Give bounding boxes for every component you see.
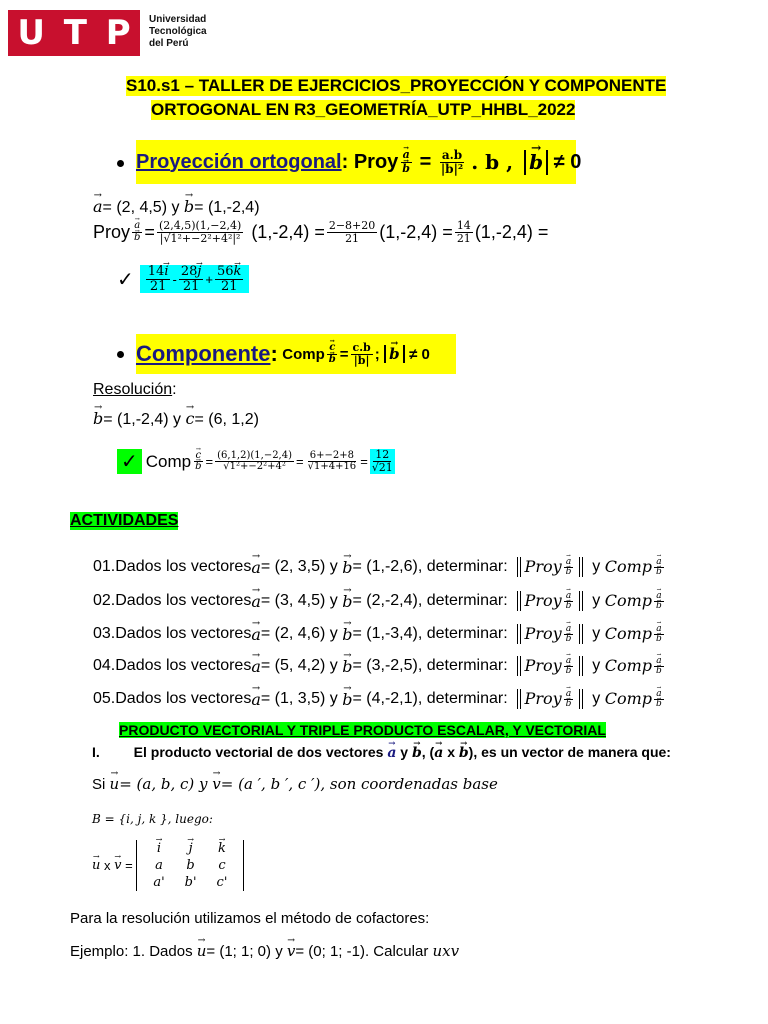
- item-b: = (4,-2,1), determinar:: [352, 690, 508, 708]
- step-num: (2,4,5)(1,−2,4): [158, 219, 242, 232]
- actividades-heading: ACTIVIDADES: [70, 512, 179, 529]
- det-cell: c: [218, 858, 226, 873]
- producto-section-i: I. El producto vectorial de dos vectores → a y → b, (→ a x → b), es un vector de manera que:: [92, 744, 671, 761]
- item-y: y: [592, 558, 601, 576]
- item-y: y: [592, 625, 601, 643]
- section-rest: ), es un vector de manera que:: [468, 744, 671, 760]
- logo-line-1: Universidad: [149, 14, 207, 25]
- item-a: = (2, 4,6) y: [260, 625, 338, 643]
- item-proy: Proy → a → b: [517, 557, 584, 577]
- determinant-matrix: [136, 840, 244, 891]
- actividad-item: 02. Dados los vectores → a = (3, 4,5) y → b = (2,-2,4), determinar: Proy → a → b y Comp → a → b: [93, 591, 666, 611]
- utp-logo: [8, 10, 140, 56]
- item-b: = (1,-2,6), determinar:: [352, 558, 508, 576]
- logo-line-3: del Perú: [149, 38, 189, 49]
- step-den: |√1²+−2²+4²|²: [159, 231, 241, 245]
- ejemplo-v: = (0; 1; -1). Calcular: [295, 943, 433, 960]
- ejemplo-end: uxv: [432, 942, 460, 960]
- producto-si-line: Si → u= (a, b, c) y → v= (a ′, b ′, c ′), son coordenadas base: [92, 775, 498, 793]
- section-x: x: [447, 744, 455, 760]
- sub-b: → b: [402, 163, 410, 175]
- proyeccion-label: Proyección ortogonal: [136, 150, 342, 173]
- given-c: = (6, 1,2): [194, 411, 259, 428]
- u-eq: = (a, b, c) y: [119, 775, 213, 793]
- step-num-3: 14: [456, 219, 471, 232]
- proy-frac-num: a.b: [441, 147, 463, 162]
- comp-condition: ≠ 0: [409, 345, 430, 363]
- item-number: 02.: [93, 592, 116, 610]
- page-title-line-1: S10.s1 – TALLER DE EJERCICIOS_PROYECCIÓN Y COMPONENTE: [126, 76, 667, 95]
- item-a: = (3, 4,5) y: [260, 592, 338, 610]
- proy-word: Proy: [353, 150, 399, 173]
- item-text: Dados los vectores: [115, 690, 252, 708]
- bullet-icon: [117, 160, 124, 167]
- item-number: 05.: [93, 690, 116, 708]
- actividad-item: 04. Dados los vectores → a = (5, 4,2) y → b = (3,-2,5), determinar: Proy → a → b y Comp → a → b: [93, 656, 666, 676]
- logo-letter-u: U: [17, 13, 45, 53]
- section-paren: , (: [421, 744, 435, 760]
- step-den-2: 21: [345, 231, 360, 245]
- resolucion-label: [93, 381, 177, 399]
- item-proy: Proy → a → b: [517, 591, 584, 611]
- resolucion-text: Resolución: [93, 381, 173, 398]
- proyeccion-colon: :: [341, 150, 349, 173]
- actividad-item: 01. Dados los vectores → a = (2, 3,5) y → b = (1,-2,6), determinar: Proy → a → b y Comp → a → b: [93, 557, 666, 577]
- item-comp: Comp → a → b: [605, 689, 666, 709]
- comp-sep: ;: [374, 345, 380, 363]
- step-den-3: 21: [456, 231, 471, 245]
- item-a: = (5, 4,2) y: [260, 657, 338, 675]
- componente-colon: :: [270, 341, 278, 366]
- section-text: El producto vectorial de dos vectores: [133, 744, 384, 760]
- item-comp: Comp → a → b: [605, 591, 666, 611]
- actividad-item: 03. Dados los vectores → a = (2, 4,6) y → b = (1,-3,4), determinar: Proy → a → b y Comp → a → b: [93, 624, 666, 644]
- det-cell: → i: [143, 840, 174, 857]
- given-a: = (2, 4,5) y: [102, 199, 184, 216]
- proyeccion-formula: [136, 140, 582, 184]
- dot-b: . b ,: [471, 150, 514, 174]
- given-vectors-bc: → b= (1,-2,4) y → c= (6, 1,2): [93, 409, 259, 429]
- logo-university-name: [149, 14, 207, 50]
- det-cell: → j: [175, 840, 207, 857]
- det-cell: c': [216, 875, 228, 890]
- det-cell: a: [155, 858, 163, 873]
- item-a: = (1, 3,5) y: [260, 690, 338, 708]
- item-text: Dados los vectores: [115, 657, 252, 675]
- item-b: = (3,-2,5), determinar:: [352, 657, 508, 675]
- item-comp: Comp → a → b: [605, 656, 666, 676]
- ejemplo-text: Ejemplo: 1. Dados: [70, 943, 197, 960]
- item-text: Dados los vectores: [115, 558, 252, 576]
- step-num-2: 2−8+20: [328, 219, 376, 232]
- item-text: Dados los vectores: [115, 592, 252, 610]
- ejemplo-u: = (1; 1; 0) y: [206, 943, 287, 960]
- given-vectors-ab: → a= (2, 4,5) y → b= (1,-2,4): [93, 197, 260, 217]
- uxv-x: x: [104, 858, 111, 873]
- producto-heading: PRODUCTO VECTORIAL Y TRIPLE PRODUCTO ESCALAR, Y VECTORIAL: [119, 722, 606, 738]
- item-comp: Comp → a → b: [605, 624, 666, 644]
- step-tail-3: (1,-2,4) =: [474, 221, 549, 242]
- item-b: = (2,-2,4), determinar:: [352, 592, 508, 610]
- producto-base: B = {i, j, k }, luego:: [92, 812, 213, 826]
- proy-frac-den: |b|²: [440, 161, 464, 176]
- det-cell: → k: [207, 840, 238, 857]
- step-proy: Proy: [93, 221, 131, 242]
- item-proy: Proy → a → b: [517, 689, 584, 709]
- item-number: 04.: [93, 657, 116, 675]
- ejemplo-line: Ejemplo: 1. Dados → u= (1; 1; 0) y → v= (0; 1; -1). Calcular uxv: [70, 942, 459, 960]
- comp-eq: =: [339, 345, 349, 363]
- actividad-item: 05. Dados los vectores → a = (1, 3,5) y → b = (4,-2,1), determinar: Proy → a → b y Comp → a → b: [93, 689, 666, 709]
- item-a: = (2, 3,5) y: [260, 558, 338, 576]
- det-cell: b: [186, 858, 195, 873]
- bullet-icon: [117, 351, 124, 358]
- producto-determinant: → u x → v = → i → j → k a b c a' b' c': [92, 840, 244, 891]
- item-y: y: [592, 657, 601, 675]
- check-icon: ✓: [117, 449, 142, 474]
- si-text: Si: [92, 776, 110, 793]
- proy-answer-box: $\frac{14\to i}{21}$ - $\frac{28\to j}{21}$ + $\frac{56\to k}{21}$: [140, 265, 250, 293]
- det-cell: b': [184, 875, 197, 890]
- logo-letter-p: P: [105, 13, 131, 53]
- item-proy: Proy → a → b: [517, 656, 584, 676]
- proy-steps: Proy → a → b = $\frac{(2,4,5)(1,-2,4)}{\text{|√1²+−2²+4²|²}}$ (1,-2,4) = $\frac{2-8+20}{21}$ (1,-2,4) = $\frac{14}{21}$ (1,-2,4) =: [93, 220, 548, 244]
- item-b: = (1,-3,4), determinar:: [352, 625, 508, 643]
- logo-line-2: Tecnológica: [149, 26, 207, 37]
- det-cell: a': [153, 875, 165, 890]
- resolucion-colon: :: [172, 381, 177, 398]
- proy-subscript: [400, 149, 412, 175]
- step-comp: Comp: [145, 451, 192, 471]
- proy-answer: [117, 265, 249, 293]
- item-number: 03.: [93, 625, 116, 643]
- step-tail-1: (1,-2,4) =: [251, 221, 325, 242]
- comp-word: Comp: [282, 345, 325, 363]
- cofactores-text: Para la resolución utilizamos el método de cofactores:: [70, 910, 430, 927]
- item-text: Dados los vectores: [115, 625, 252, 643]
- check-icon: ✓: [117, 268, 134, 291]
- sub-a: → a: [403, 149, 410, 161]
- item-y: y: [592, 690, 601, 708]
- page-title-line-2: ORTOGONAL EN R3_GEOMETRÍA_UTP_HHBL_2022: [151, 100, 576, 119]
- v-eq: = (a ′, b ′, c ′), son coordenadas base: [220, 775, 498, 793]
- section-y: y: [400, 744, 409, 760]
- item-proy: Proy → a → b: [517, 624, 584, 644]
- given-b2: = (1,-2,4) y: [103, 411, 186, 428]
- item-y: y: [592, 592, 601, 610]
- comp-steps: ✓ Comp → c → b = $\frac{(6,1,2)(1,-2,4)}{\text{√1²+−2²+4²}}$ = $\frac{6+-2+8}{√1+4+16}$ = $\frac{12}{√21}$: [117, 449, 397, 474]
- componente-formula: Componente : Comp → c → b = $\frac{c.b}{|b|}$ ; → b ≠ 0: [136, 334, 456, 374]
- eq-sign: =: [419, 150, 432, 173]
- step-tail-2: (1,-2,4) =: [379, 221, 453, 242]
- item-comp: Comp → a → b: [605, 557, 666, 577]
- proy-fraction: [439, 149, 465, 175]
- proy-condition: ≠ 0: [553, 150, 582, 173]
- norm-b: → b: [529, 150, 543, 174]
- componente-label: Componente: [136, 341, 271, 366]
- section-number: I.: [92, 744, 100, 760]
- item-number: 01.: [93, 558, 116, 576]
- logo-letter-t: T: [63, 13, 87, 53]
- given-b: = (1,-2,4): [194, 199, 260, 216]
